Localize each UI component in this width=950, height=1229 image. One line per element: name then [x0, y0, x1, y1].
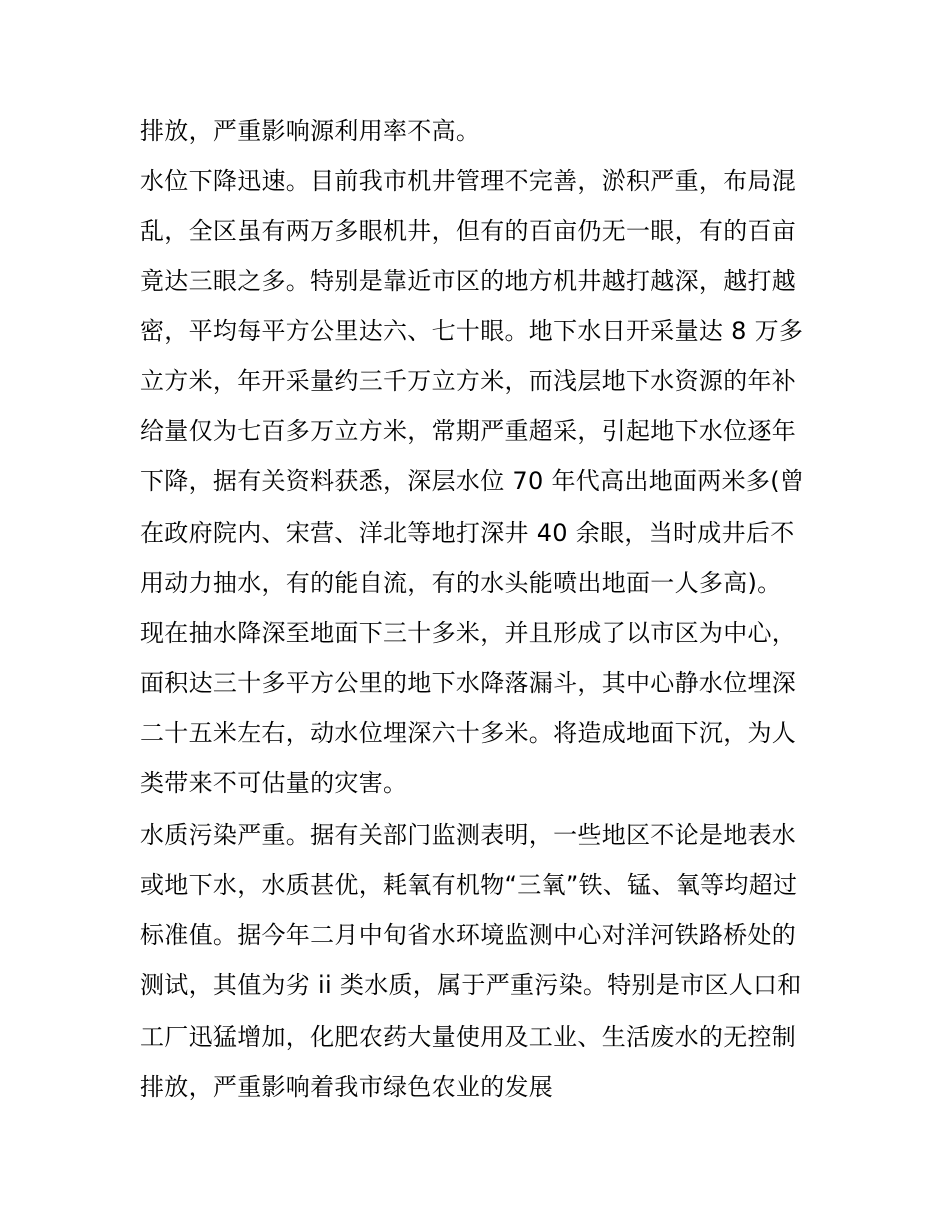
paragraph-line: 或地下水，水质甚优，耗氧有机物“三氧”铁、锰、氧等均超过 — [140, 871, 798, 899]
paragraph-line: 二十五米左右，动水位埋深六十多米。将造成地面下沉，为人 — [140, 719, 797, 747]
paragraph-line: 标准值。据今年二月中旬省水环境监测中心对洋河铁路桥处的 — [140, 921, 797, 949]
paragraph-line: 现在抽水降深至地面下三十多米，并且形成了以市区为中心， — [140, 619, 797, 647]
paragraph-line: 乱，全区虽有两万多眼机井，但有的百亩仍无一眼，有的百亩 — [140, 217, 797, 245]
paragraph-line: 水质污染严重。据有关部门监测表明，一些地区不论是地表水 — [140, 821, 797, 849]
paragraph-line: 立方米，年开采量约三千万立方米，而浅层地下水资源的年补 — [140, 367, 797, 395]
paragraph-line: 下降，据有关资料获悉，深层水位 70 年代高出地面两米多(曾 — [140, 467, 805, 495]
paragraph-line: 用动力抽水，有的能自流，有的水头能喷出地面一人多高)。 — [140, 569, 782, 597]
paragraph-line: 工厂迅猛增加，化肥农药大量使用及工业、生活废水的无控制 — [140, 1023, 797, 1051]
paragraph-line: 类带来不可估量的灾害。 — [140, 769, 408, 797]
paragraph-line: 排放，严重影响源利用率不高。 — [140, 117, 481, 145]
paragraph-line: 测试，其值为劣 ii 类水质，属于严重污染。特别是市区人口和 — [140, 971, 802, 999]
paragraph-line: 水位下降迅速。目前我市机井管理不完善，淤积严重，布局混 — [140, 167, 797, 195]
paragraph-line: 密，平均每平方公里达六、七十眼。地下水日开采量达 8 万多 — [140, 317, 804, 345]
paragraph-line: 在政府院内、宋营、洋北等地打深井 40 余眼，当时成井后不 — [140, 519, 795, 547]
paragraph-line: 面积达三十多平方公里的地下水降落漏斗，其中心静水位埋深 — [140, 669, 797, 697]
paragraph-line: 竟达三眼之多。特别是靠近市区的地方机井越打越深，越打越 — [140, 267, 797, 295]
paragraph-line: 排放，严重影响着我市绿色农业的发展 — [140, 1073, 554, 1101]
paragraph-line: 给量仅为七百多万立方米，常期严重超采，引起地下水位逐年 — [140, 417, 797, 445]
